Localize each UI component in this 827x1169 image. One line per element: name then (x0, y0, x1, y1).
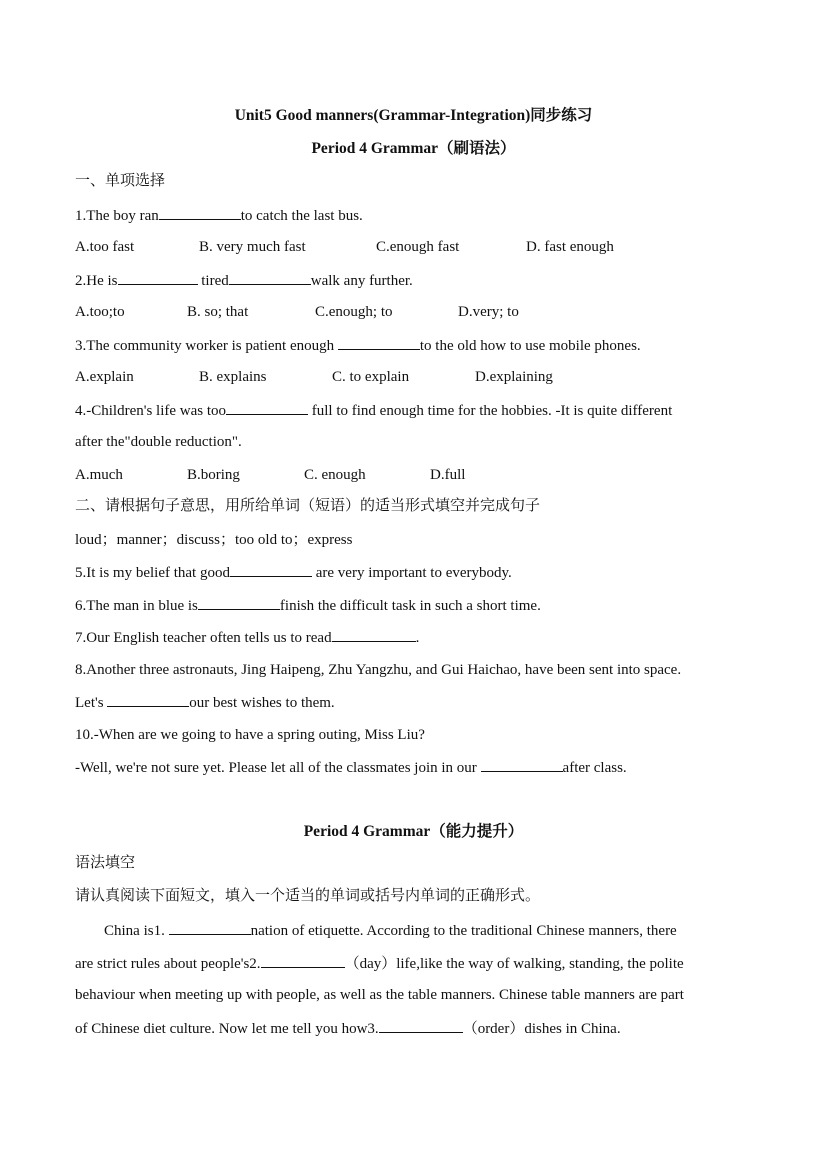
question-text: Let's (75, 695, 108, 711)
question-4 (75, 400, 672, 421)
period-heading-improvement: Period 4 Grammar（能力提升） (303, 823, 524, 840)
question-8-continued (75, 692, 335, 713)
answer-blank[interactable] (159, 205, 241, 220)
question-text: -Well, we're not sure yet. Please let all of the classmates join in our (75, 760, 481, 776)
option-c[interactable]: C. to explain (332, 369, 410, 385)
question-4-continued: after the"double reduction". (75, 434, 242, 450)
question-10-continued (75, 757, 627, 778)
question-text: 1.The boy ran (75, 208, 159, 224)
answer-blank[interactable] (229, 270, 311, 285)
question-7 (75, 627, 419, 648)
passage-text: （order）dishes in China. (462, 1021, 621, 1037)
question-text: 5.It is my belief that good (75, 565, 230, 581)
answer-blank[interactable] (118, 270, 198, 285)
question-text: 3.The community worker is patient enough (75, 338, 338, 354)
question-text: our best wishes to them. (189, 695, 335, 711)
option-d[interactable]: D.very; to (458, 304, 519, 320)
question-text: to catch the last bus. (240, 208, 363, 224)
section-heading-multiple-choice: 一、单项选择 (75, 173, 166, 189)
passage-text: （day）life,like the way of walking, standing, the polite (344, 956, 684, 972)
question-2 (75, 270, 413, 291)
question-1-options (75, 237, 775, 257)
answer-blank-3[interactable] (379, 1018, 463, 1033)
answer-blank[interactable] (338, 335, 420, 350)
option-a[interactable]: A.explain (75, 369, 134, 385)
option-c[interactable]: C. enough (304, 467, 366, 483)
question-text: walk any further. (310, 273, 413, 289)
answer-blank[interactable] (107, 692, 189, 707)
question-text: finish the difficult task in such a short time. (279, 598, 541, 614)
option-a[interactable]: A.much (75, 467, 123, 483)
answer-blank[interactable] (198, 595, 280, 610)
passage-line-4 (75, 1018, 621, 1039)
option-d[interactable]: D.full (430, 467, 466, 483)
question-6 (75, 595, 541, 616)
option-d[interactable]: D.explaining (475, 369, 553, 385)
question-8: 8.Another three astronauts, Jing Haipeng, Zhu Yangzhu, and Gui Haichao, have been sent into space. (75, 662, 682, 678)
answer-blank[interactable] (226, 400, 308, 415)
option-b[interactable]: B. very much fast (199, 239, 306, 255)
passage-line-1 (104, 920, 677, 941)
answer-blank-2[interactable] (261, 953, 345, 968)
word-bank: loud；manner；discuss；too old to；express (75, 532, 353, 548)
option-a[interactable]: A.too;to (75, 304, 125, 320)
answer-blank[interactable] (230, 562, 312, 577)
question-3 (75, 335, 641, 356)
section-heading-fill-in: 二、请根据句子意思，用所给单词（短语）的适当形式填空并完成句子 (75, 498, 541, 514)
question-5 (75, 562, 512, 583)
option-c[interactable]: C.enough; to (315, 304, 393, 320)
answer-blank[interactable] (481, 757, 563, 772)
passage-text: are strict rules about people's2. (75, 956, 261, 972)
passage-text: of Chinese diet culture. Now let me tell you how3. (75, 1021, 379, 1037)
option-b[interactable]: B. explains (199, 369, 267, 385)
question-text: 4.-Children's life was too (75, 403, 227, 419)
question-4-options (75, 465, 775, 485)
question-10: 10.-When are we going to have a spring outing, Miss Liu? (75, 727, 425, 743)
passage-text: China is1. (104, 923, 169, 939)
question-text: 6.The man in blue is (75, 598, 198, 614)
instruction-text: 请认真阅读下面短文，填入一个适当的单词或括号内单词的正确形式。 (75, 888, 541, 904)
question-text: after class. (562, 760, 627, 776)
answer-blank-1[interactable] (169, 920, 251, 935)
question-2-options (75, 302, 775, 322)
period-heading-grammar: Period 4 Grammar（刷语法） (311, 140, 516, 157)
option-a[interactable]: A.too fast (75, 239, 135, 255)
document-title: Unit5 Good manners(Grammar-Integration)同步练习 (234, 107, 593, 124)
section-heading-grammar-fill: 语法填空 (75, 855, 136, 871)
question-text: full to find enough time for the hobbies. -It is quite different (308, 403, 673, 419)
option-b[interactable]: B. so; that (187, 304, 249, 320)
question-text: tired (197, 273, 229, 289)
question-3-options (75, 367, 775, 387)
question-text: 7.Our English teacher often tells us to read (75, 630, 332, 646)
question-text: 2.He is (75, 273, 118, 289)
question-text: to the old how to use mobile phones. (419, 338, 641, 354)
question-text: . (415, 630, 420, 646)
passage-text: nation of etiquette. According to the traditional Chinese manners, there (250, 923, 677, 939)
passage-line-3: behaviour when meeting up with people, as well as the table manners. Chinese table manners are part (75, 987, 684, 1003)
answer-blank[interactable] (332, 627, 416, 642)
question-text: are very important to everybody. (311, 565, 512, 581)
question-1 (75, 205, 363, 226)
option-d[interactable]: D. fast enough (526, 239, 614, 255)
option-b[interactable]: B.boring (187, 467, 240, 483)
passage-line-2 (75, 953, 684, 974)
option-c[interactable]: C.enough fast (376, 239, 460, 255)
